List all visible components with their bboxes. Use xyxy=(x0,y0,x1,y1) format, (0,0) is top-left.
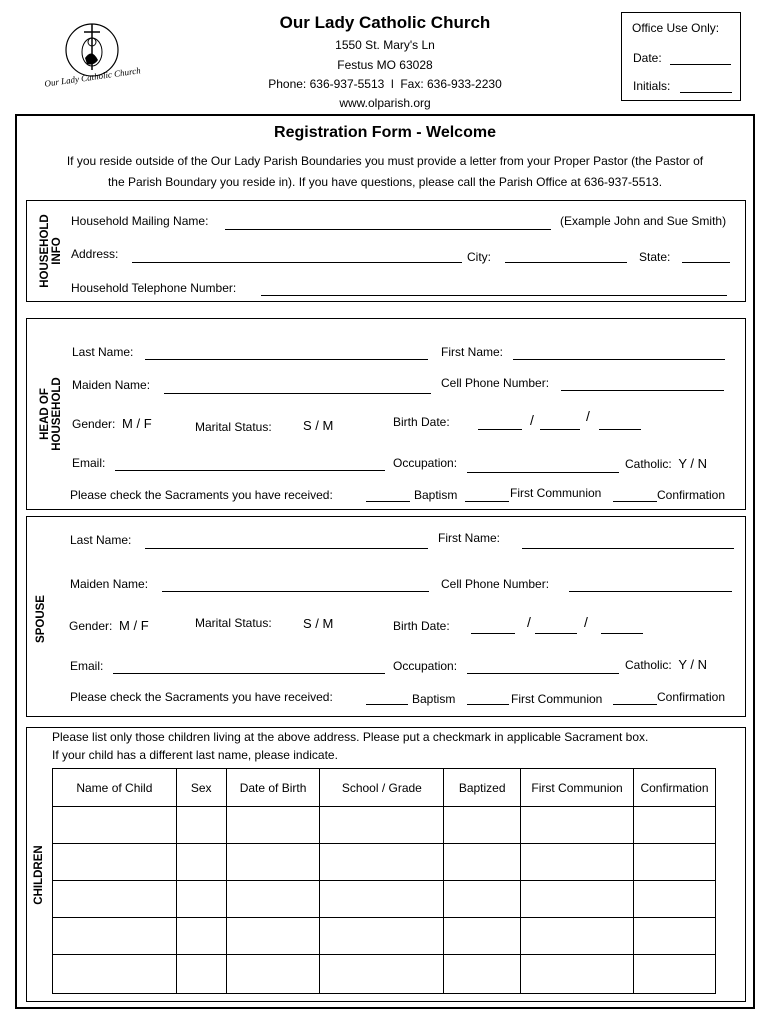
mailing-name-field[interactable] xyxy=(225,229,551,230)
table-cell[interactable] xyxy=(633,807,715,844)
head-birth-year-field[interactable] xyxy=(599,429,641,430)
children-instructions-line2: If your child has a different last name, please indicate. xyxy=(52,748,338,762)
spouse-confirmation-check[interactable] xyxy=(613,704,657,705)
form-title: Registration Form - Welcome xyxy=(274,124,496,141)
table-cell[interactable] xyxy=(633,844,715,881)
head-birth-date-label: Birth Date: xyxy=(393,415,450,429)
head-section xyxy=(26,318,746,510)
children-table-header xyxy=(53,769,716,807)
table-cell[interactable] xyxy=(320,807,444,844)
table-cell[interactable] xyxy=(633,881,715,918)
column-header: Name of Child xyxy=(53,769,177,807)
mailing-name-label: Household Mailing Name: xyxy=(71,214,209,228)
table-cell[interactable] xyxy=(444,918,521,955)
head-birth-month-field[interactable] xyxy=(478,429,522,430)
spouse-first-name-field[interactable] xyxy=(522,548,734,549)
head-catholic-label: Catholic: Y / N xyxy=(625,456,708,471)
head-maiden-name-label: Maiden Name: xyxy=(72,378,151,392)
table-cell[interactable] xyxy=(444,807,521,844)
date-separator: / xyxy=(527,614,531,630)
church-logo xyxy=(40,14,145,99)
head-gender-label: Gender: M / F xyxy=(72,416,152,431)
head-occupation-label: Occupation: xyxy=(393,456,458,470)
children-section-label: CHILDREN xyxy=(33,845,45,905)
table-cell[interactable] xyxy=(226,918,320,955)
head-birth-day-field[interactable] xyxy=(540,429,580,430)
spouse-baptism-check[interactable] xyxy=(366,704,408,705)
head-section-label: HEAD OF HOUSEHOLD xyxy=(39,377,63,451)
form-intro-line2: the Parish Boundary you reside in). If you have questions, please call the Parish Office at 636-937-5513. xyxy=(107,175,663,189)
head-communion-label: First Communion xyxy=(510,486,602,500)
spouse-communion-check[interactable] xyxy=(467,704,509,705)
church-city: Festus MO 63028 xyxy=(337,58,433,72)
table-row xyxy=(53,807,716,844)
head-catholic-options[interactable]: Y / N xyxy=(678,456,708,471)
spouse-marital-label: Marital Status: xyxy=(195,616,272,630)
spouse-birth-date-label: Birth Date: xyxy=(393,619,450,633)
state-field[interactable] xyxy=(682,262,730,263)
table-cell[interactable] xyxy=(176,918,226,955)
form-intro-line1: If you reside outside of the Our Lady Parish Boundaries you must provide a letter from your Proper Pastor (the Pastor of xyxy=(66,154,704,168)
head-marital-options[interactable]: S / M xyxy=(303,418,334,433)
spouse-gender-label: Gender: M / F xyxy=(69,618,149,633)
table-cell[interactable] xyxy=(521,918,634,955)
table-row xyxy=(53,844,716,881)
spouse-marital-options[interactable]: S / M xyxy=(303,616,334,631)
office-initials-line[interactable] xyxy=(680,92,732,93)
children-instructions-line1: Please list only those children living at the above address. Please put a checkmark in applicable Sacrament box. xyxy=(52,730,649,744)
spouse-confirmation-label: Confirmation xyxy=(657,690,726,704)
head-sacraments-label: Please check the Sacraments you have received: xyxy=(70,488,333,502)
table-cell[interactable] xyxy=(521,955,634,994)
office-use-title: Office Use Only: xyxy=(632,21,720,35)
table-cell[interactable] xyxy=(176,844,226,881)
head-cell-phone-field[interactable] xyxy=(561,390,724,391)
spouse-section xyxy=(26,516,746,717)
head-last-name-field[interactable] xyxy=(145,359,428,360)
spouse-last-name-field[interactable] xyxy=(145,548,428,549)
table-cell[interactable] xyxy=(226,844,320,881)
children-table xyxy=(52,768,716,994)
spouse-maiden-name-label: Maiden Name: xyxy=(70,577,149,591)
city-label: City: xyxy=(467,250,491,264)
spouse-cell-phone-label: Cell Phone Number: xyxy=(441,577,550,591)
table-cell[interactable] xyxy=(320,881,444,918)
date-separator: / xyxy=(584,614,588,630)
logo-text: Our Lady Catholic Church xyxy=(43,65,142,89)
spouse-sacraments-label: Please check the Sacraments you have received: xyxy=(70,690,333,704)
spouse-last-name-label: Last Name: xyxy=(70,533,132,547)
spouse-catholic-options[interactable]: Y / N xyxy=(678,657,708,672)
date-separator: / xyxy=(586,408,590,424)
household-phone-label: Household Telephone Number: xyxy=(71,281,237,295)
head-gender-options[interactable]: M / F xyxy=(122,416,152,431)
table-cell[interactable] xyxy=(53,955,177,994)
table-cell[interactable] xyxy=(226,881,320,918)
church-address: 1550 St. Mary's Ln xyxy=(335,38,435,52)
table-cell[interactable] xyxy=(521,844,634,881)
state-label: State: xyxy=(639,250,671,264)
head-email-label: Email: xyxy=(72,456,106,470)
column-header: First Communion xyxy=(521,769,634,807)
office-date-line[interactable] xyxy=(670,64,731,65)
head-marital-label: Marital Status: xyxy=(195,420,272,434)
spouse-section-label: SPOUSE xyxy=(35,595,47,643)
office-initials-label: Initials: xyxy=(633,79,671,93)
head-last-name-label: Last Name: xyxy=(72,345,134,359)
table-cell[interactable] xyxy=(633,955,715,994)
table-cell[interactable] xyxy=(521,881,634,918)
table-cell[interactable] xyxy=(444,844,521,881)
table-cell[interactable] xyxy=(444,955,521,994)
column-header: Confirmation xyxy=(633,769,715,807)
table-row xyxy=(53,955,716,994)
column-header: Sex xyxy=(176,769,226,807)
table-cell[interactable] xyxy=(226,955,320,994)
spouse-gender-options[interactable]: M / F xyxy=(119,618,149,633)
column-header: Date of Birth xyxy=(226,769,320,807)
table-cell[interactable] xyxy=(320,955,444,994)
table-cell[interactable] xyxy=(176,807,226,844)
table-cell[interactable] xyxy=(176,881,226,918)
table-cell[interactable] xyxy=(633,918,715,955)
table-cell[interactable] xyxy=(53,918,177,955)
head-communion-check[interactable] xyxy=(465,501,509,502)
head-cell-phone-label: Cell Phone Number: xyxy=(441,376,550,390)
table-cell[interactable] xyxy=(176,955,226,994)
head-confirmation-check[interactable] xyxy=(613,501,657,502)
spouse-cell-phone-field[interactable] xyxy=(569,591,732,592)
spouse-maiden-name-field[interactable] xyxy=(162,591,429,592)
church-name: Our Lady Catholic Church xyxy=(279,13,491,32)
table-cell[interactable] xyxy=(320,844,444,881)
table-cell[interactable] xyxy=(521,807,634,844)
office-date-label: Date: xyxy=(633,51,662,65)
head-first-name-label: First Name: xyxy=(441,345,504,359)
spouse-occupation-field[interactable] xyxy=(467,673,619,674)
example-text: (Example John and Sue Smith) xyxy=(560,214,727,228)
head-email-field[interactable] xyxy=(115,470,385,471)
table-cell[interactable] xyxy=(226,807,320,844)
spouse-first-name-label: First Name: xyxy=(438,531,501,545)
spouse-birth-day-field[interactable] xyxy=(535,633,577,634)
table-cell[interactable] xyxy=(53,881,177,918)
city-field[interactable] xyxy=(505,262,627,263)
head-first-name-field[interactable] xyxy=(513,359,725,360)
spouse-baptism-label: Baptism xyxy=(412,692,456,706)
head-baptism-label: Baptism xyxy=(414,488,458,502)
spouse-occupation-label: Occupation: xyxy=(393,659,458,673)
spouse-email-label: Email: xyxy=(70,659,104,673)
column-header: School / Grade xyxy=(320,769,444,807)
head-maiden-name-field[interactable] xyxy=(164,393,431,394)
office-use-box xyxy=(621,12,741,101)
spouse-birth-month-field[interactable] xyxy=(471,633,515,634)
table-row xyxy=(53,881,716,918)
address-field[interactable] xyxy=(132,262,462,263)
head-confirmation-label: Confirmation xyxy=(657,488,726,502)
spouse-email-field[interactable] xyxy=(113,673,385,674)
table-row xyxy=(53,918,716,955)
household-phone-field[interactable] xyxy=(261,295,727,296)
spouse-birth-year-field[interactable] xyxy=(601,633,643,634)
date-separator: / xyxy=(530,412,534,428)
table-cell[interactable] xyxy=(53,844,177,881)
head-occupation-field[interactable] xyxy=(467,472,619,473)
table-cell[interactable] xyxy=(320,918,444,955)
spouse-catholic-label: Catholic: Y / N xyxy=(625,657,708,672)
spouse-communion-label: First Communion xyxy=(511,692,603,706)
household-section-label: HOUSEHOLD INFO xyxy=(39,214,63,288)
address-label: Address: xyxy=(71,247,119,261)
table-cell[interactable] xyxy=(444,881,521,918)
church-phone-fax: Phone: 636-937-5513 l Fax: 636-933-2230 xyxy=(268,77,502,91)
table-cell[interactable] xyxy=(53,807,177,844)
household-section xyxy=(26,200,746,302)
church-website[interactable]: www.olparish.org xyxy=(339,96,431,110)
column-header: Baptized xyxy=(444,769,521,807)
head-baptism-check[interactable] xyxy=(366,501,410,502)
